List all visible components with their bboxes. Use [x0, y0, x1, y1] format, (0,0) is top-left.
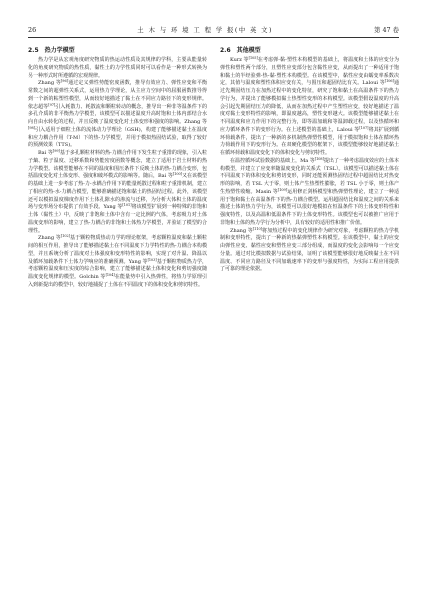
citation: [100] — [172, 172, 182, 177]
journal-title: 土 木 与 环 境 工 程 学 报(中 英 文) — [137, 26, 273, 34]
paragraph: Zhang 等[96]通过定义弹性势能密度函数，推导有效应力、弹性应变和平衡常数之间的超弹性关系式，运用热力学理论，从主应力空间中的屈服函数推导得到一个新的粘塑性模型，从而较好地描述了黏土在不同应力路径下的变形规律。依志超等[97]引入耗散力、耗散流和颗粒转动的概念，推导出一种非等温条件下的多孔介质的非平衡热力学模型，该模型可以描述温度升高时饱和土体内部结合水向自由水转化的过程，并且反映了温度变化对土体变形和强度的影响。Zhang 等[98]引入适用于细粒土体的流体动力学理论（GSH)，构建了能够描述黏土在温度和应力耦合作用（T-M）下的热-力学模型，并用于模拟热固结试验，取得了较好的预测效果（TTS)。 — [28, 79, 207, 149]
paragraph: Zhang 等[110]将加热过程中的变化规律作为研究对象，考虑颗粒的热力学机制和变形特性，提出了一种新的热黏弹塑性本构模型。在该模型中，黏土的应变由弹性应变、黏性应变和塑性应变三部分组成，而温度的变化会影响每一个应变分量。通过对比模拟数据与试验结果，证明了该模型能够很好地反映黏土在不同温度、不同应力路径及不同加载速率下的变形与强度特性，为实际工程应用提供了可靠的理论依据。 — [220, 226, 399, 273]
citation: [98] — [28, 125, 35, 130]
citation: [105] — [248, 56, 258, 60]
paragraph: Bai 等[99]基于多孔颗粒材料的热-力耦合作用下发生粒子重排的现象，引入粒子熵、粒子温度、迁移系数和势能密度函数等概念，建立了适用于岩土材料的热力学模型。该模型能够在不同的温度和围压条件下反映土体的热-力耦合变形，包括温度变化对土体变形、强度和破坏模式的影响等。随后，Bai 等[100]又在该模型的基础上进一步考虑了热-力-水耦合作用下的能量耗散过程和粒子重排机制，建立了相应的热-水-力耦合模型，能够准确描述饱和黏土的热固结过程。此外，该模型还可以模拟温度梯度作用下土体孔隙水的渗流与迁移，为分析大体积土体的温度场与变形场分布提供了有效手段。Yang 等[101]将该模型扩展到一种特殊的非饱和土体（黏性土）中，反映了非饱和土体中含有一定比例的气体，考虑吸力对土体温度变形的影响，建立了热-力耦合的非饱和土体热力学模型，并验证了模型的合理性。 — [28, 149, 207, 234]
citation: [109] — [277, 187, 288, 192]
citation: [102] — [60, 234, 70, 239]
citation: [110] — [252, 226, 262, 231]
citation: [106] — [384, 79, 394, 84]
citation: [103] — [147, 257, 157, 262]
citation: [99] — [52, 149, 60, 153]
running-header — [28, 26, 399, 38]
page-number: 26 — [28, 26, 37, 34]
right-column — [220, 45, 399, 290]
citation: [101] — [122, 203, 132, 208]
citation: [108] — [314, 156, 324, 161]
two-column-body — [28, 45, 399, 290]
paragraph: 热力学是从宏观角度研究物质的热运动性质及其规律的学科，主要从能量转化的角度研究物质的热性质，黏性土的力学性质同时可以看作是一种形式转换为另一种形式时所遵循的宏观规律。 — [28, 57, 207, 79]
volume-label: 第 47 卷 — [374, 26, 399, 34]
section-heading-2-5: 2.5 热力学模型 — [28, 47, 75, 54]
paragraph: Kurz 等[105]在考虑弹-黏-塑性本构模型的基础上，将温度和土体的应变分为弹性和塑性两个部分，且塑性应变部分包含黏性应变，从而提出了一种适用于饱和黏土的半经验弹-热-黏-塑性本构模型。在该模型中，黏性应变由蠕变率系数决定，其值与温度和塑性体积应变有关，与围压和超固结比有关。Laloui 等[106]通过先期固结压力在加热过程中的变化特征，研究了饱和黏土在高温条件下的热力学行为，并提出了能够模拟黏土热塑性变形的本构模型。该模型假设温度的升高会引起先期固结压力的降低，从而在加热过程中产生塑性应变，较好地描述了温度对黏土变形特性的影响，即温度越高，塑性变形越大。该模型能够描述黏土在不同温度和应力作用下的完整行为，即等温加载和等温卸载过程，以及热循环和应力循环条件下的变形行为。在上述模型的基础上，Laloui 等[107]将其扩展到循环荷载条件，提出了一种新的多机制热弹塑性模型，用于模拟饱和土体在循环热力荷载作用下的变形行为。在双硬化模型的框架下，该模型能够较好地描述黏土在循环荷载和温度变化下的体积变化与剪切特性。 — [220, 56, 399, 156]
paragraph: 在温控循环试验数据的基础上，Ma 等[108]提出了一种考虑温度效应的土体本构模型，并建立了应变率随温度变化的关系式（TSL）。该模型可以描述黏土体在不同温度下的体积变化和剪切变形，同时还能预测热固结过程中超固结比对热变形的影响，若 TSL 大于零，则土体产生热塑性膨胀，若 TSL 小于零，则土体产生热塑性收缩。Masin 等[109]运用修正剑桥模型和热弹塑性理论，建立了一种适用于饱和黏土在高温条件下的热-力耦合模型。运用超固结比和温度之间的关系来描述土体的热力学行为，该模型可以很好地模拟在恒温条件下的土体变形特性和强度特性，以及高温和低温条件下的土体变形特性。该模型也可以被推广应用于非饱和土体的热力学行为分析中，具有较好的适用性和推广价值。 — [220, 156, 399, 226]
citation: [107] — [359, 125, 369, 130]
section-heading-2-6: 2.6 其他模型 — [220, 47, 261, 54]
citation: [97] — [48, 102, 56, 107]
paragraph: Zhang 等[102]基于颗粒物质热动力学的理论框架，考虑颗粒温度和黏土颗粒间的相互作用，推导出了能够描述黏土在不同温度下力学特性的热-力耦合本构模型，并且系统分析了温度对土体强度和变形特性的影响，实现了对升温、降温以及循环加载条件下土体力学响应的准确预测。Yang 等[103]基于颗粒物质热力学，考虑颗粒温度和压实度的综合影响，建立了能够描述黏土体积变化和剪切强度随温度变化规律的模型。Golchin 等[104]在能量势中引入热弹性，将热力学原理引入到新提出的模型中，较好地捕捉了土体在不同温度下的体积变化和剪切特性。 — [28, 234, 207, 288]
citation: [104] — [105, 273, 115, 277]
left-column — [28, 45, 207, 290]
citation: [96] — [60, 79, 68, 84]
